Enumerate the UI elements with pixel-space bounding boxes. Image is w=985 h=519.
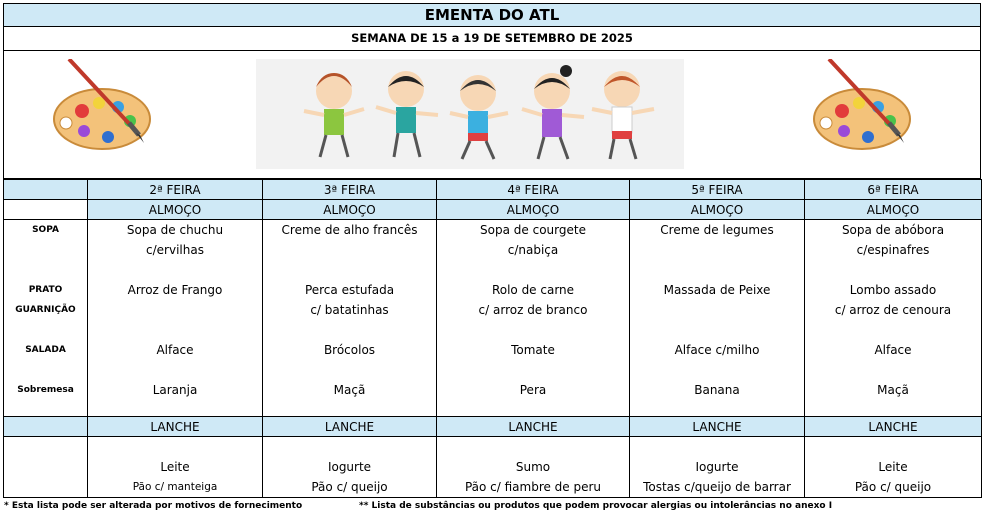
soup-line: c/nabiça: [507, 243, 559, 257]
corner-cell: [4, 180, 88, 200]
category-salad: SALADA: [25, 345, 66, 355]
snack-line: Iogurte: [327, 460, 372, 474]
empty-cell: [4, 417, 88, 437]
menu-table: [3, 179, 982, 498]
category-dessert: Sobremesa: [17, 385, 74, 395]
main-line: Arroz de Frango: [127, 283, 223, 297]
snack-fri: [805, 437, 982, 498]
lunch-label: ALMOÇO: [805, 200, 982, 220]
palette-icon: [44, 59, 164, 159]
day-menu-mon: [88, 220, 263, 417]
snack-line: Pão c/ queijo: [854, 480, 932, 494]
snack-line: Pão c/ manteiga: [132, 481, 218, 493]
footnote-allergens: ** Lista de substâncias ou produtos que podem provocar alergias ou intolerâncias no anexo I: [359, 501, 833, 511]
main-line: c/ arroz de cenoura: [834, 303, 952, 317]
main-line: Rolo de carne: [491, 283, 575, 297]
category-main: PRATO: [28, 285, 63, 295]
soup-line: Sopa de chuchu: [126, 223, 224, 237]
snack-line: Sumo: [515, 460, 551, 474]
main-line: c/ arroz de branco: [478, 303, 588, 317]
salad-line: Tomate: [511, 343, 555, 357]
footnote-supply: * Esta lista pode ser alterada por motivos de fornecimento: [4, 501, 303, 511]
salad-line: Alface c/milho: [674, 343, 760, 357]
dessert-line: Maçã: [877, 383, 909, 397]
day-header: 6ª FEIRA: [805, 180, 982, 200]
kids-dancing-illustration: [256, 59, 684, 169]
day-menu-fri: [805, 220, 982, 417]
snack-line: Pão c/ queijo: [311, 480, 388, 494]
page-title: EMENTA DO ATL: [3, 3, 981, 27]
dessert-line: Maçã: [333, 383, 366, 397]
snack-tue: [263, 437, 437, 498]
main-line: Perca estufada: [304, 283, 395, 297]
snack-thu: [630, 437, 805, 498]
main-line: c/ batatinhas: [310, 303, 389, 317]
salad-line: Alface: [156, 343, 194, 357]
snack-line: Pão c/ fiambre de peru: [464, 480, 602, 494]
snack-mon: [88, 437, 263, 498]
soup-line: Creme de alho francês: [281, 223, 418, 237]
main-line: Massada de Peixe: [663, 283, 771, 297]
day-header: 4ª FEIRA: [437, 180, 630, 200]
snack-row: [4, 417, 982, 437]
soup-line: [263, 240, 436, 260]
image-banner: [3, 51, 981, 179]
lunch-label: ALMOÇO: [88, 200, 263, 220]
lunch-body-row: [4, 220, 982, 417]
snack-label: LANCHE: [630, 417, 805, 437]
lunch-row: [4, 200, 982, 220]
main-line: [88, 300, 262, 320]
dessert-line: Banana: [694, 383, 740, 397]
empty-cell: [4, 437, 88, 498]
day-header: 5ª FEIRA: [630, 180, 805, 200]
dessert-line: Pera: [519, 383, 547, 397]
day-menu-tue: [263, 220, 437, 417]
day-menu-wed: [437, 220, 630, 417]
snack-line: Leite: [160, 460, 190, 474]
soup-line: c/espinafres: [856, 243, 930, 257]
lunch-label: ALMOÇO: [630, 200, 805, 220]
snack-label: LANCHE: [263, 417, 437, 437]
salad-line: Alface: [874, 343, 912, 357]
lunch-label: ALMOÇO: [437, 200, 630, 220]
day-menu-thu: [630, 220, 805, 417]
week-subtitle: SEMANA DE 15 a 19 DE SETEMBRO DE 2025: [3, 27, 981, 51]
lunch-label: ALMOÇO: [263, 200, 437, 220]
snack-body-row: [4, 437, 982, 498]
soup-line: Sopa de abóbora: [841, 223, 945, 237]
snack-line: Leite: [878, 460, 908, 474]
main-line: Lombo assado: [849, 283, 937, 297]
day-header: 2ª FEIRA: [88, 180, 263, 200]
snack-line: Tostas c/queijo de barrar: [643, 480, 791, 494]
category-side: GUARNIÇÃO: [15, 305, 76, 315]
category-soup: SOPA: [32, 225, 59, 235]
category-column: [4, 220, 88, 417]
snack-line: Iogurte: [695, 460, 739, 474]
soup-line: Sopa de courgete: [480, 223, 586, 237]
salad-line: Brócolos: [323, 343, 376, 357]
soup-line: c/ervilhas: [146, 243, 204, 257]
snack-label: LANCHE: [88, 417, 263, 437]
day-header-row: [4, 180, 982, 200]
empty-cell: [4, 200, 88, 220]
palette-icon: [804, 59, 924, 159]
soup-line: [630, 240, 804, 260]
dessert-line: Laranja: [152, 383, 198, 397]
day-header: 3ª FEIRA: [263, 180, 437, 200]
snack-label: LANCHE: [805, 417, 982, 437]
snack-wed: [437, 437, 630, 498]
snack-label: LANCHE: [437, 417, 630, 437]
main-line: [630, 300, 804, 320]
menu-sheet: [3, 3, 981, 498]
soup-line: Creme de legumes: [660, 223, 774, 237]
